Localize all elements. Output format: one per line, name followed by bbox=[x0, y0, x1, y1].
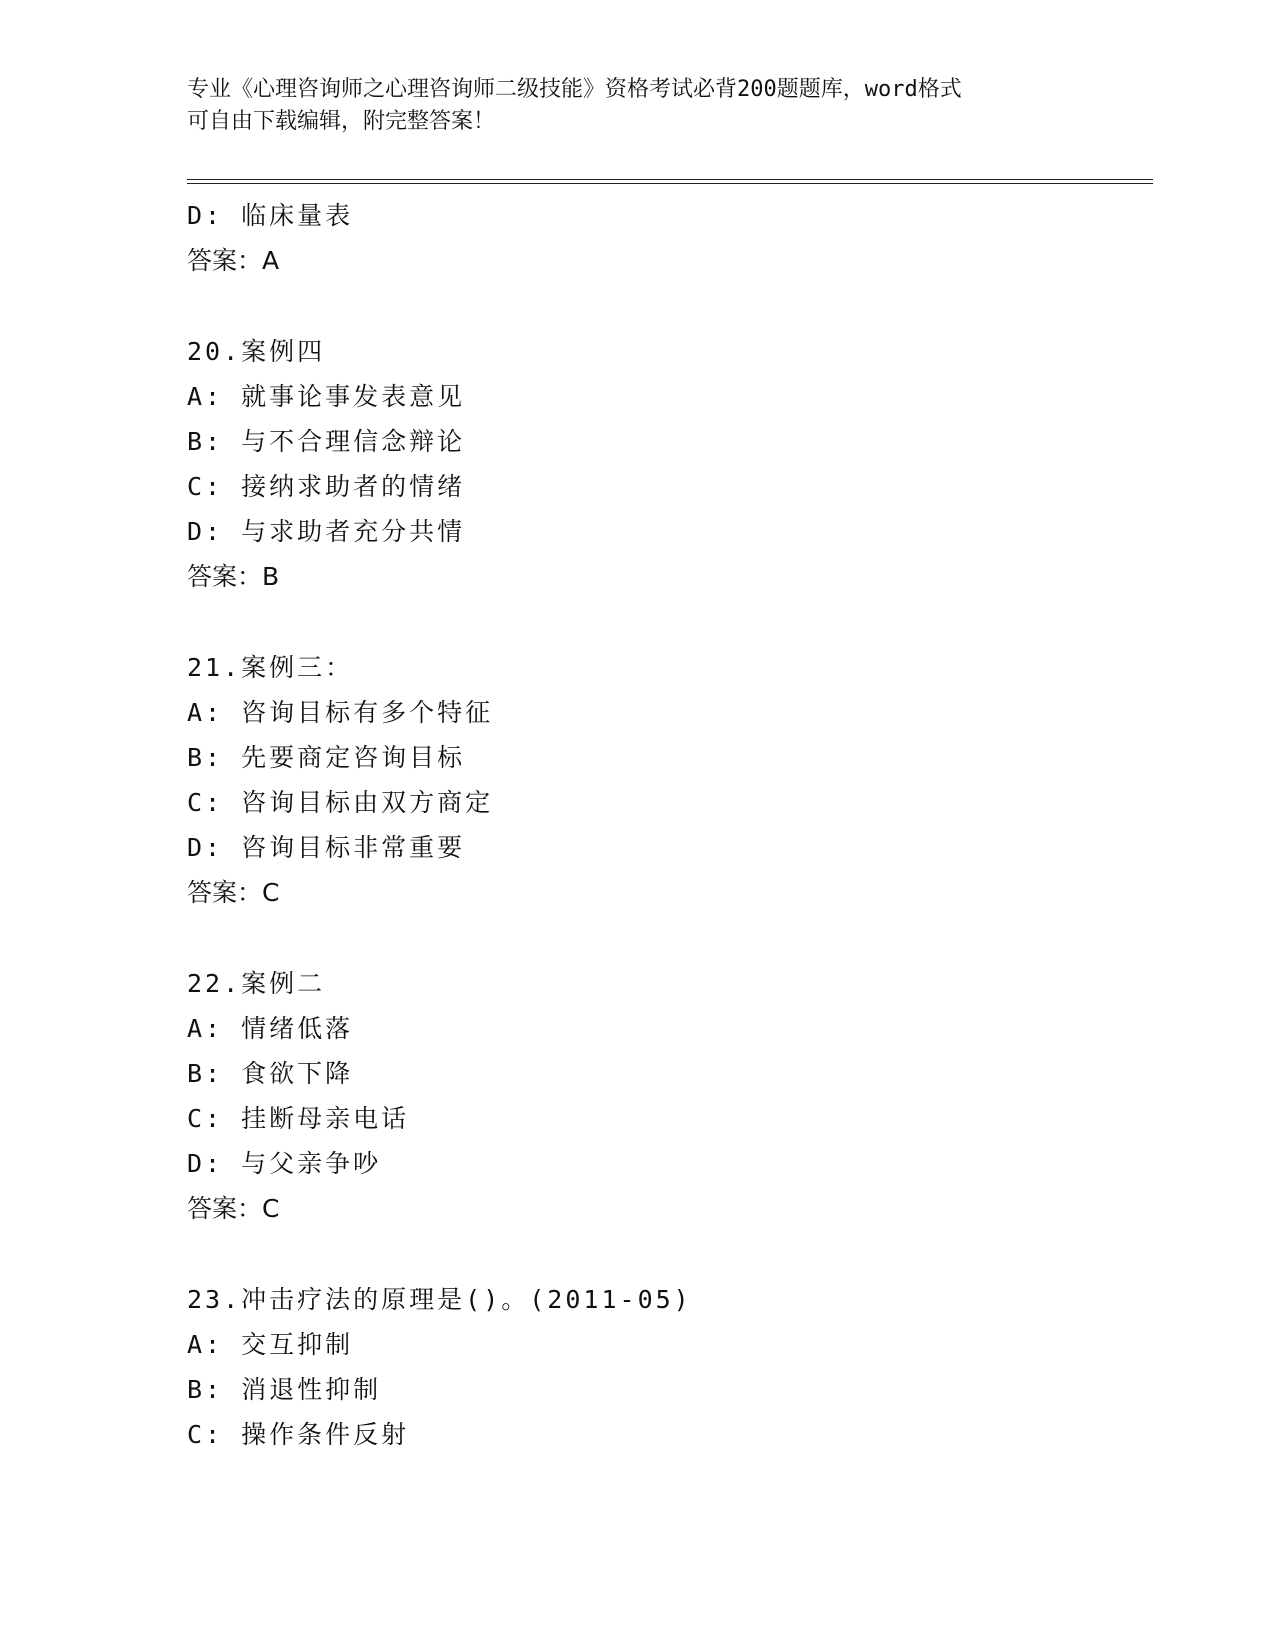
header-divider-bottom bbox=[187, 183, 1153, 184]
question-21 bbox=[187, 645, 1147, 915]
option-c: C: 咨询目标由双方商定 bbox=[187, 788, 494, 817]
option-c: C: 接纳求助者的情绪 bbox=[187, 472, 466, 501]
question-list bbox=[187, 193, 1147, 1457]
option-a: A: 就事论事发表意见 bbox=[187, 382, 466, 411]
option-d: D: 与求助者充分共情 bbox=[187, 517, 466, 546]
question-title: 23.冲击疗法的原理是()。(2011-05) bbox=[187, 1285, 692, 1314]
answer: 答案：B bbox=[187, 562, 280, 591]
answer: 答案：C bbox=[187, 878, 280, 907]
document-header bbox=[187, 74, 1087, 138]
header-line-2: 可自由下载编辑，附完整答案！ bbox=[187, 109, 496, 134]
option-b: B: 消退性抑制 bbox=[187, 1375, 382, 1404]
answer: 答案：A bbox=[187, 246, 280, 275]
question-22 bbox=[187, 961, 1147, 1231]
question-title: 20.案例四 bbox=[187, 337, 326, 366]
option-a: A: 交互抑制 bbox=[187, 1330, 354, 1359]
question-title: 22.案例二 bbox=[187, 969, 326, 998]
answer: 答案：C bbox=[187, 1194, 280, 1223]
header-line-1: 专业《心理咨询师之心理咨询师二级技能》资格考试必背200题题库，word格式 bbox=[187, 77, 962, 102]
option-d: D: 咨询目标非常重要 bbox=[187, 833, 466, 862]
option-b: B: 与不合理信念辩论 bbox=[187, 427, 466, 456]
question-20 bbox=[187, 329, 1147, 599]
option-a: A: 情绪低落 bbox=[187, 1014, 354, 1043]
option-d: D: 与父亲争吵 bbox=[187, 1149, 382, 1178]
option-d: D: 临床量表 bbox=[187, 201, 354, 230]
option-c: C: 操作条件反射 bbox=[187, 1420, 410, 1449]
option-b: B: 食欲下降 bbox=[187, 1059, 354, 1088]
header-divider-top bbox=[187, 179, 1153, 180]
option-c: C: 挂断母亲电话 bbox=[187, 1104, 410, 1133]
question-title: 21.案例三： bbox=[187, 653, 354, 682]
previous-question-tail bbox=[187, 193, 1147, 283]
option-a: A: 咨询目标有多个特征 bbox=[187, 698, 494, 727]
question-23 bbox=[187, 1277, 1147, 1457]
option-b: B: 先要商定咨询目标 bbox=[187, 743, 466, 772]
